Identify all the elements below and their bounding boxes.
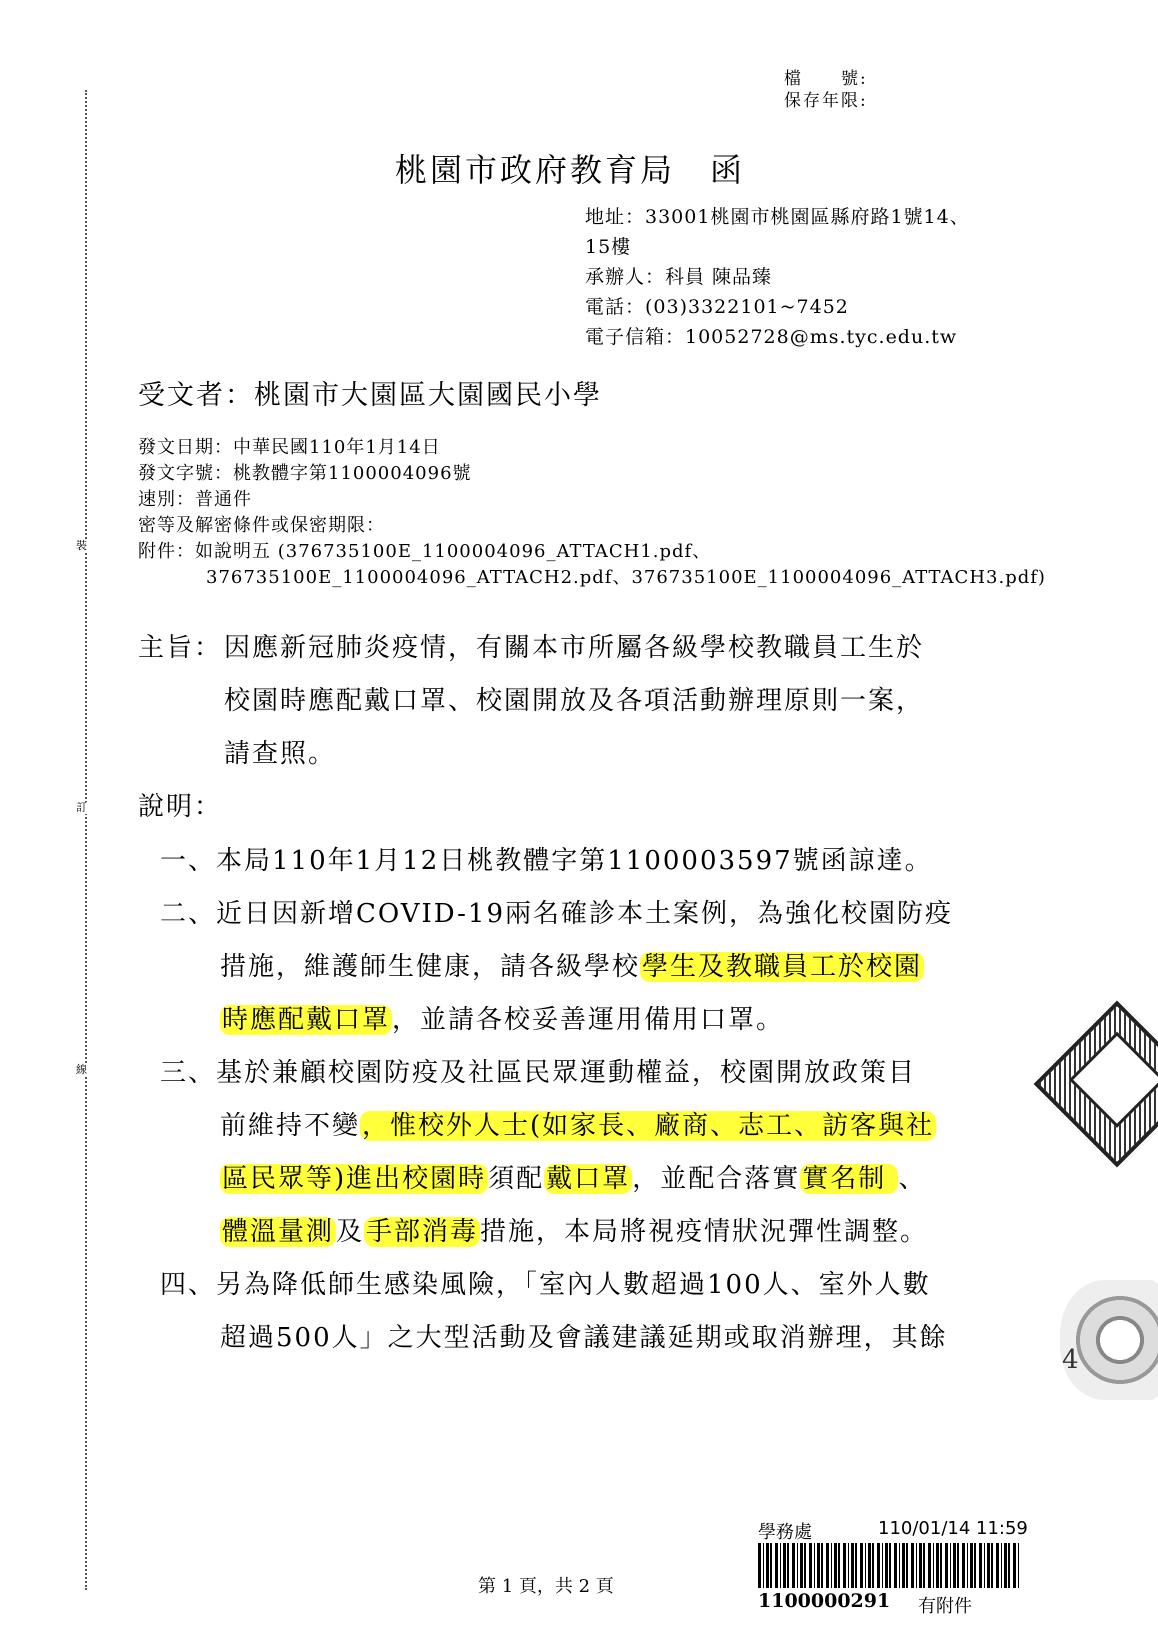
page-title: 桃園市政府教育局 函 [395, 151, 746, 189]
item-2-line-1: 二、近日因新增COVID-19兩名確診本土案例，為強化校園防疫 [160, 899, 953, 929]
item-4-line-2: 超過500人」之大型活動及會議建議延期或取消辦理，其餘 [220, 1323, 948, 1353]
issue-date: 發文日期：中華民國110年1月14日 [138, 437, 441, 458]
document-info [138, 435, 1046, 591]
subject-label: 主旨： [138, 633, 223, 663]
item-2-line-3: 時應配戴口罩，並請各校妥善運用備用口罩。 [222, 1005, 785, 1035]
office-label: 學務處 [758, 1522, 812, 1543]
phone-number: 電話：(03)3322101~7452 [585, 296, 849, 318]
document-number: 發文字號：桃教體字第1100004096號 [138, 463, 472, 484]
retention-label: 保存年限: [784, 91, 868, 111]
file-number-label: 檔 號: [784, 69, 868, 89]
highlight: 手部消毒 [366, 1217, 479, 1247]
contact-person: 承辦人：科員 陳品臻 [585, 266, 773, 288]
barcode [758, 1543, 1020, 1588]
address-line-1: 地址：33001桃園市桃園區縣府路1號14、 [585, 206, 970, 228]
subject-line-3: 請查照。 [224, 739, 337, 769]
received-timestamp: 110/01/14 11:59 [878, 1518, 1028, 1539]
email-address: 電子信箱：10052728@ms.tyc.edu.tw [585, 326, 958, 348]
item-4-line-1: 四、另為降低師生感染風險，「室內人數超過100人、室外人數 [160, 1270, 931, 1300]
subject-line-2: 校園時應配戴口罩、校園開放及各項活動辦理原則一案， [224, 686, 925, 716]
highlight: 時應配戴口罩 [222, 1005, 391, 1035]
binding-mark-ding: 訂 [76, 801, 87, 814]
subject-line-1: 因應新冠肺炎疫情，有關本市所屬各級學校教職員工生於 [224, 633, 925, 663]
secrecy-level: 密等及解密條件或保密期限： [138, 515, 385, 536]
item-2-line-2: 措施，維護師生健康，請各級學校學生及教職員工於校園 [220, 952, 923, 982]
item-1: 一、本局110年1月12日桃教體字第1100003597號函諒達。 [160, 846, 933, 876]
sender-info [585, 202, 970, 352]
item-3-line-4: 體溫量測及手部消毒措施，本局將視疫情狀況彈性調整。 [222, 1217, 929, 1247]
binding-mark-zhuang: 裝 [76, 539, 87, 552]
highlight: 實名制 [802, 1164, 897, 1194]
attachment-line-1: 附件：如說明五 (376735100E_1100004096_ATTACH1.pdf、 [138, 541, 712, 562]
highlight: 學生及教職員工於校園 [642, 952, 923, 982]
highlight: ，惟校外人士(如家長、廠商、志工、訪客與社 [362, 1111, 935, 1141]
stamp-number: 4 [1062, 1345, 1079, 1375]
highlight: 體溫量測 [222, 1217, 335, 1247]
highlight: 戴口罩 [546, 1164, 631, 1194]
explanation-label: 說明： [138, 792, 223, 822]
recipient: 受文者：桃園市大園區大園國民小學 [138, 380, 602, 411]
attachment-note: 有附件 [918, 1596, 972, 1617]
item-3-line-3: 區民眾等)進出校園時須配戴口罩，並配合落實實名制 、 [222, 1164, 927, 1194]
official-seal-stamp [1034, 1001, 1158, 1168]
barcode-number: 1100000291 [758, 1590, 891, 1612]
delivery-speed: 速別：普通件 [138, 489, 252, 510]
binding-mark-xian: 線 [76, 1063, 87, 1076]
highlight: 區民眾等)進出校園時 [222, 1164, 487, 1194]
binding-line [85, 90, 87, 1590]
receipt-stamp [1060, 1280, 1158, 1400]
page-info: 第 1 頁，共 2 頁 [478, 1576, 614, 1597]
attachment-line-2: 376735100E_1100004096_ATTACH2.pdf、376735100E_1100004096_ATTACH3.pdf) [206, 567, 1046, 588]
item-3-line-1: 三、基於兼顧校園防疫及社區民眾運動權益，校園開放政策目 [160, 1058, 917, 1088]
item-3-line-2: 前維持不變，惟校外人士(如家長、廠商、志工、訪客與社 [220, 1111, 935, 1141]
address-line-2: 15樓 [585, 236, 632, 258]
